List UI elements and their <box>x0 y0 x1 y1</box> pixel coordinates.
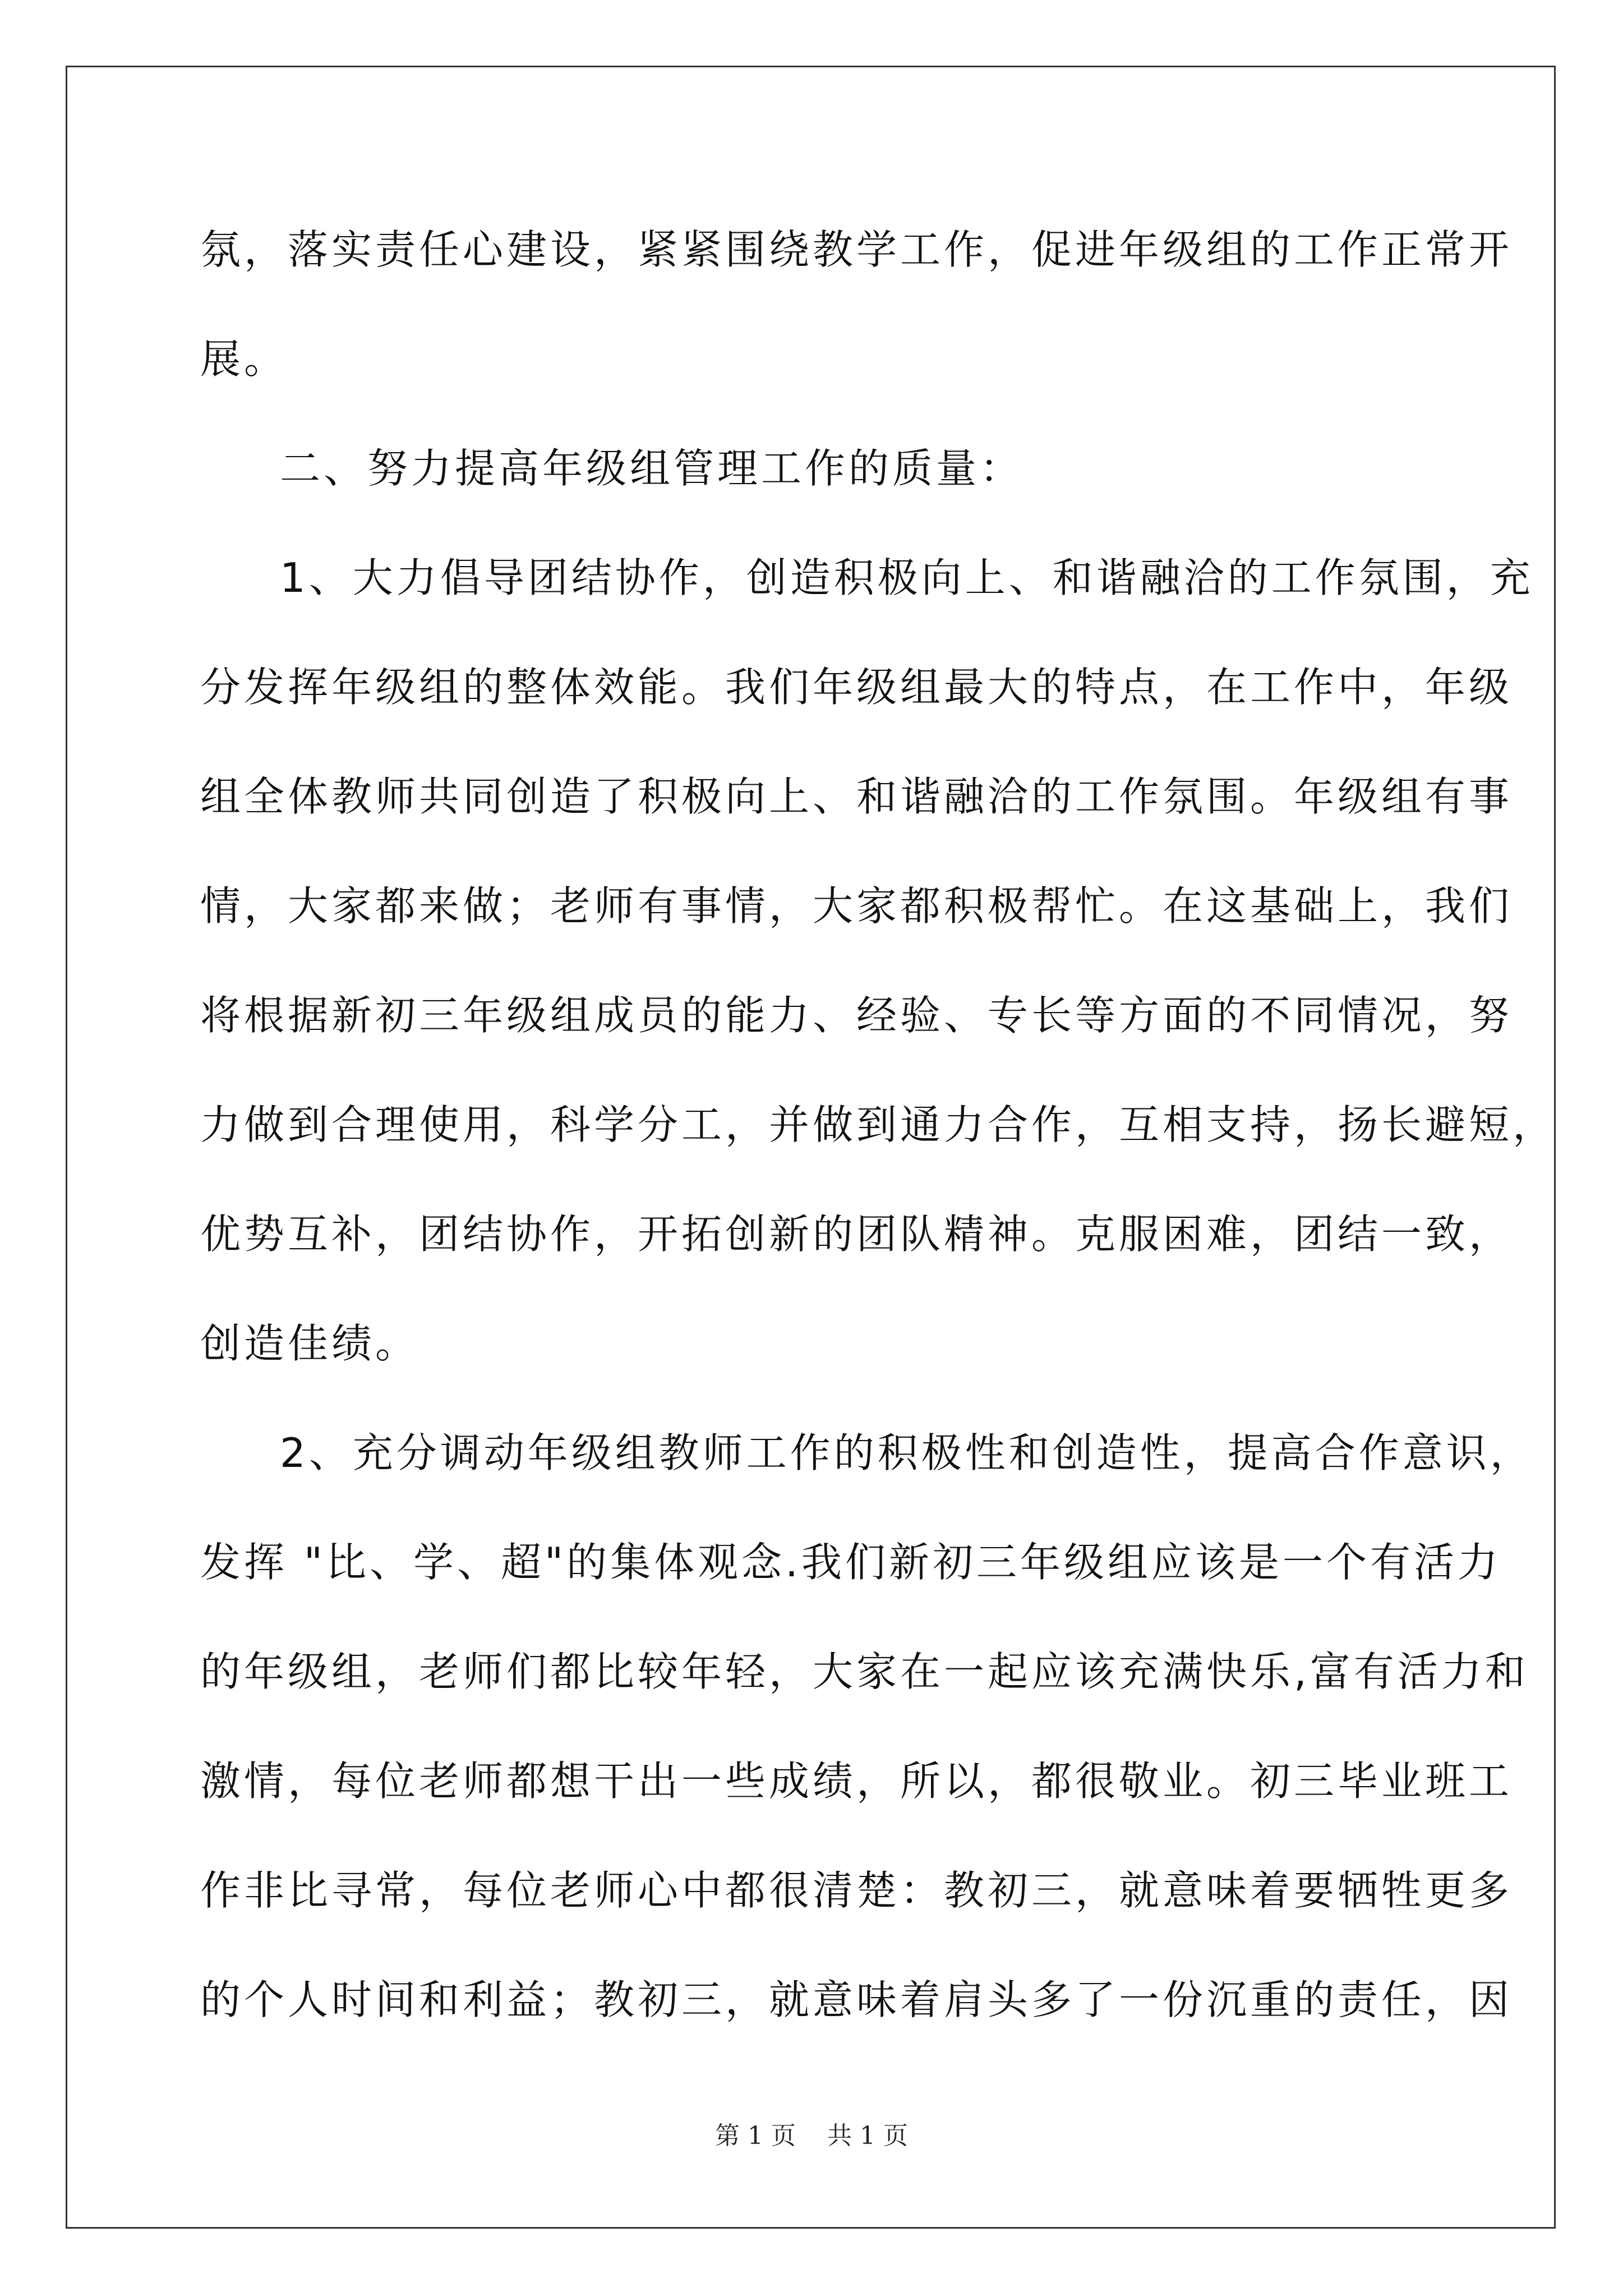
body-line-9: 力做到合理使用，科学分工，并做到通力合作，互相支持，扬长避短， <box>200 1101 1557 1148</box>
body-line-8: 将根据新初三年级组成员的能力、经验、专长等方面的不同情况，努 <box>200 992 1513 1039</box>
body-line-13: 发挥 "比、学、超"的集体观念.我们新初三年级组应该是一个有活力 <box>200 1539 1502 1586</box>
body-line-6: 组全体教师共同创造了积极向上、和谐融洽的工作氛围。年级组有事 <box>200 773 1513 820</box>
body-line-7: 情，大家都来做；老师有事情，大家都积极帮忙。在这基础上，我们 <box>200 882 1513 930</box>
page-footer <box>0 2119 1623 2153</box>
body-line-11: 创造佳绩。 <box>200 1320 419 1367</box>
body-line-12: 2、充分调动年级组教师工作的积极性和创造性，提高合作意识， <box>280 1429 1534 1476</box>
body-line-15: 激情，每位老师都想干出一些成绩，所以，都很敬业。初三毕业班工 <box>200 1757 1513 1805</box>
body-line-16: 作非比寻常，每位老师心中都很清楚：教初三，就意味着要牺牲更多 <box>200 1867 1513 1914</box>
body-line-4: 1、大力倡导团结协作，创造积极向上、和谐融洽的工作氛围，充 <box>280 554 1534 601</box>
page-total: 共 1 页 <box>827 2122 908 2150</box>
body-line-2: 展。 <box>200 335 288 383</box>
section-heading: 二、努力提高年级组管理工作的质量： <box>280 445 1024 492</box>
body-line-10: 优势互补，团结协作，开拓创新的团队精神。克服困难，团结一致， <box>200 1211 1513 1258</box>
body-line-1: 氛，落实责任心建设，紧紧围绕教学工作，促进年级组的工作正常开 <box>200 226 1513 273</box>
body-line-17: 的个人时间和利益；教初三，就意味着肩头多了一份沉重的责任，因 <box>200 1976 1513 2023</box>
page-number: 第 1 页 <box>715 2122 796 2150</box>
body-line-5: 分发挥年级组的整体效能。我们年级组最大的特点，在工作中，年级 <box>200 664 1513 711</box>
body-line-14: 的年级组，老师们都比较年轻，大家在一起应该充满快乐,富有活力和 <box>200 1648 1529 1695</box>
